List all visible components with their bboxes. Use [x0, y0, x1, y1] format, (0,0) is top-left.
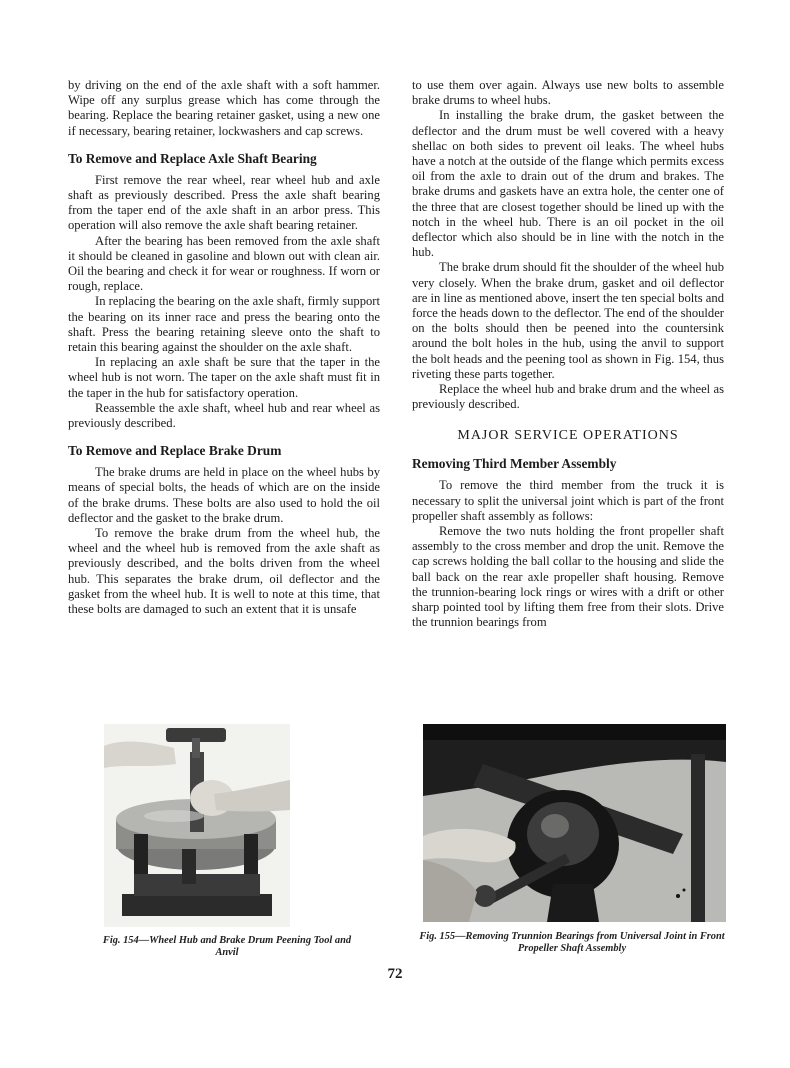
section-heading: Removing Third Member Assembly	[412, 456, 617, 472]
paragraph: First remove the rear wheel, rear wheel hub and axle shaft as previously described. Press the axle shaft bearing from the taper end of the axle shaft in an arbor press. This operation will also remove the axle shaft bearing retainer.	[68, 172, 380, 233]
figure-154-caption: Fig. 154—Wheel Hub and Brake Drum Peening Tool and Anvil	[102, 935, 352, 958]
paragraph: In replacing an axle shaft be sure that the taper in the wheel hub is not worn. The taper on the axle shaft must fit in the taper in the hub for satisfactory operation.	[68, 355, 380, 400]
major-section-title: MAJOR SERVICE OPERATIONS	[457, 428, 679, 444]
paragraph: to use them over again. Always use new bolts to assemble brake drums to wheel hubs.	[412, 78, 724, 108]
right-column	[412, 78, 724, 631]
paragraph: To remove the brake drum from the wheel hub, the wheel and the wheel hub is removed from the axle shaft as previously described, and the bolts driven from the wheel hub. This separates the brake drum, oil deflector and the gasket from the wheel hub. It is well to note at this time, that these bolts are damaged to such an extent that it is unsafe	[68, 526, 380, 617]
paragraph: Reassemble the axle shaft, wheel hub and rear wheel as previously described.	[68, 400, 380, 431]
paragraph: In installing the brake drum, the gasket between the deflector and the drum must be well covered with a heavy shellac on both sides to prevent oil leaks. The wheel hubs have a notch at the outside of the flange which permits excess oil from the axle to drain out of the drum and brakes. The brake drums and gaskets have an extra hole, the center one of the three that are closest together should be lined up with the notch in the wheel hub. There is an oil pocket in the oil deflector which also should be in line with the notch in the hub.	[412, 108, 724, 260]
paragraph: The brake drum should fit the shoulder of the wheel hub very closely. When the brake drum, gasket and oil deflector are in line as mentioned above, insert the ten special bolts and force the heads down to the deflector. The end of the shoulder on the bolts should then be peened into the countersink around the bolt holes in the hub, using the anvil to support the bolt heads and the peening tool as shown in Fig. 154, thus riveting these parts together.	[412, 260, 724, 381]
section-heading: To Remove and Replace Axle Shaft Bearing	[68, 150, 317, 166]
paragraph: To remove the third member from the truck it is necessary to split the universal joint which is part of the front propeller shaft assembly as follows:	[412, 478, 724, 523]
paragraph: Replace the wheel hub and brake drum and the wheel as previously described.	[412, 382, 724, 412]
page-number: 72	[387, 966, 403, 982]
paragraph: After the bearing has been removed from the axle shaft it should be cleaned in gasoline and blown out with clean air. Oil the bearing and check it for wear or roughness. If worn or rough, replace.	[68, 233, 380, 294]
figure-154-photo	[104, 724, 290, 927]
left-column	[68, 78, 380, 617]
paragraph: by driving on the end of the axle shaft with a soft hammer. Wipe off any surplus grease which has come through the bearing. Replace the bearing retainer gasket, using a new one if necessary, bearing retainer, lockwashers and cap screws.	[68, 78, 380, 138]
section-heading: To Remove and Replace Brake Drum	[68, 443, 282, 459]
figure-155-caption: Fig. 155—Removing Trunnion Bearings from Universal Joint in Front Propeller Shaft Assembly	[419, 931, 725, 954]
figure-155-photo	[423, 724, 726, 922]
paragraph: In replacing the bearing on the axle shaft, firmly support the bearing on its inner race and press the bearing onto the shaft. Press the bearing retaining sleeve onto the shaft to retain this bearing against the shoulder on the axle shaft.	[68, 294, 380, 355]
paragraph: The brake drums are held in place on the wheel hubs by means of special bolts, the heads of which are on the inside of the brake drums. These bolts are also used to hold the oil deflector and the gasket to the brake drum.	[68, 465, 380, 525]
paragraph: Remove the two nuts holding the front propeller shaft assembly to the cross member and drop the unit. Remove the cap screws holding the ball collar to the housing and slide the ball back on the rear axle propeller shaft housing. Remove the trunnion-bearing lock rings or wires with a drift or other sharp pointed tool by lifting them free from their slots. Drive the trunnion bearings from	[412, 524, 724, 630]
